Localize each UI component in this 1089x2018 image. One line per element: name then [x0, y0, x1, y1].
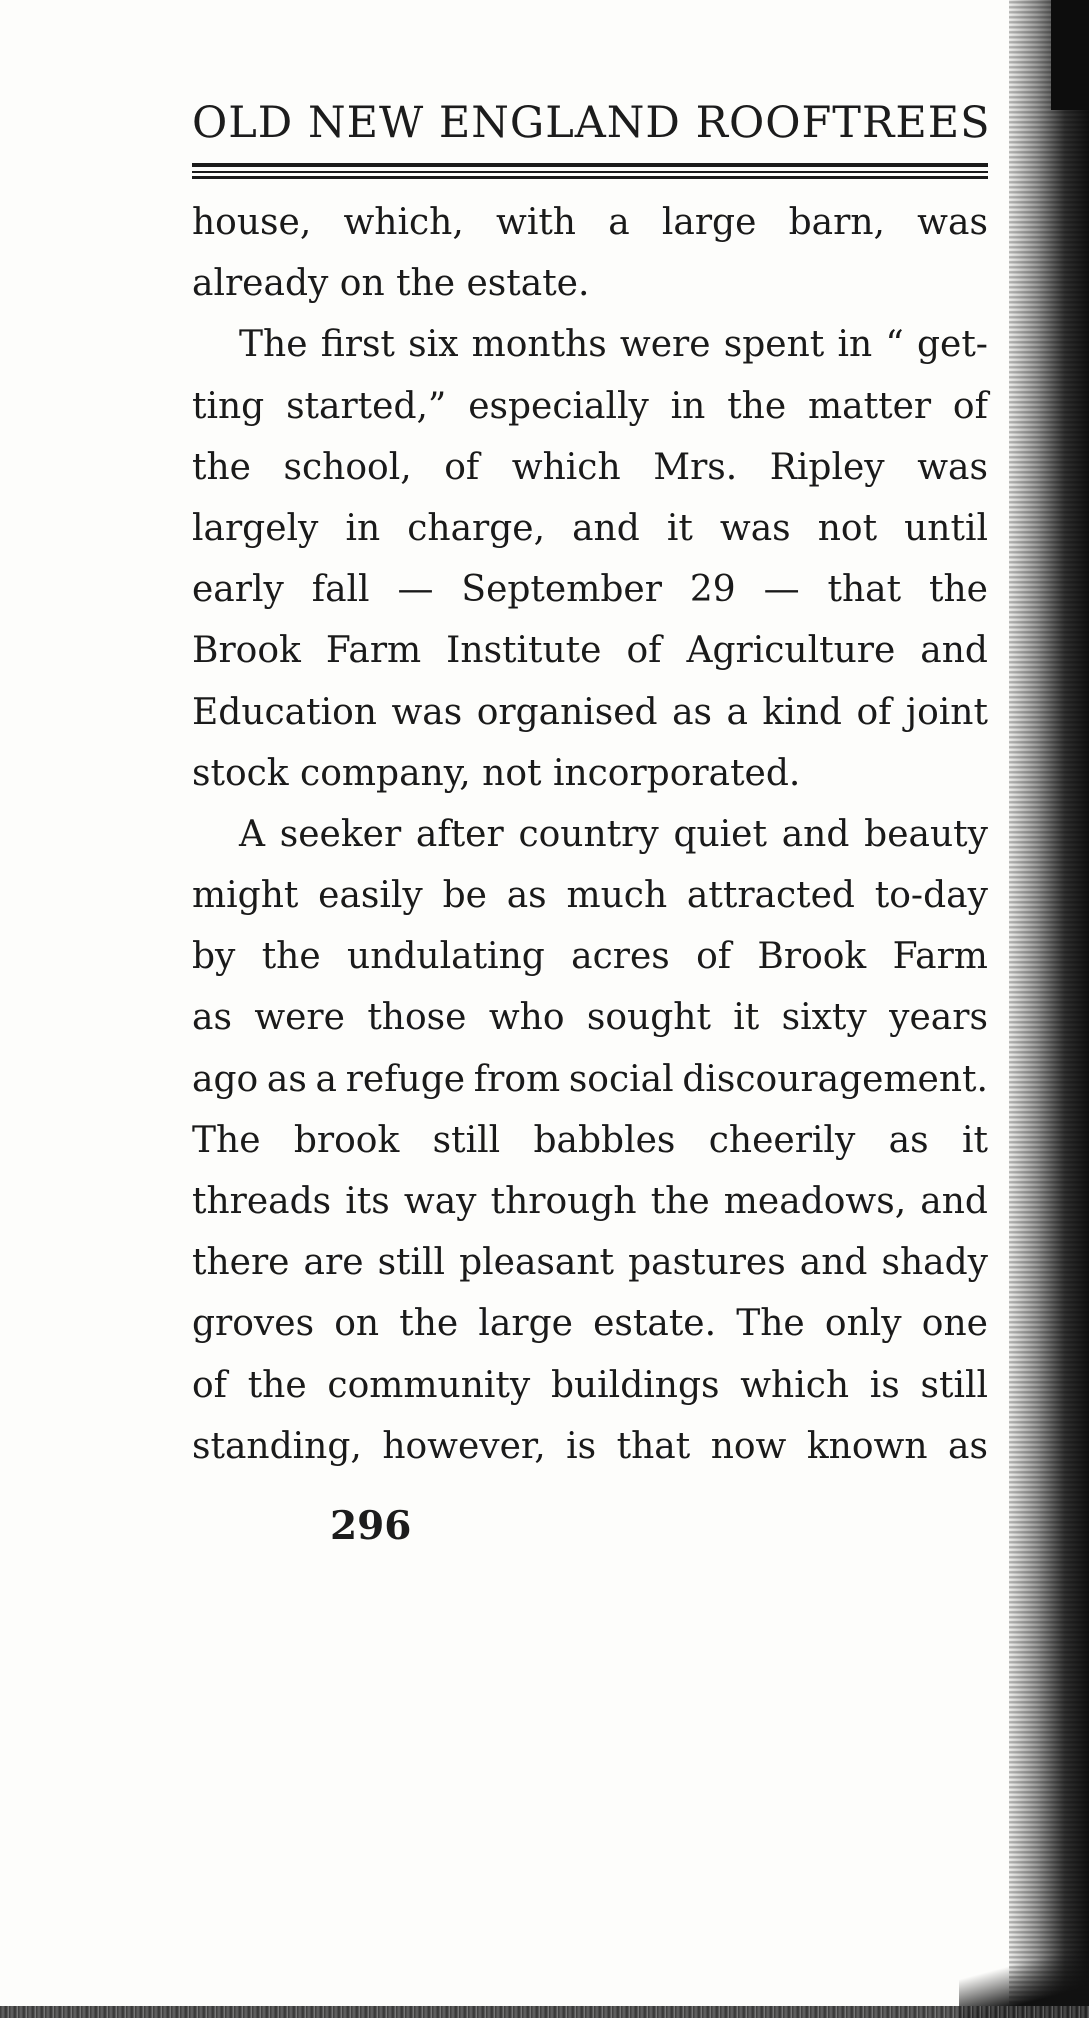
word: was	[719, 507, 791, 549]
word: of	[192, 1364, 227, 1406]
word: much	[566, 875, 668, 917]
word: however,	[382, 1425, 546, 1467]
word: on	[334, 1303, 380, 1345]
word: estate.	[593, 1303, 717, 1345]
word: now	[710, 1425, 787, 1467]
word: house,	[192, 202, 312, 243]
word: to-day	[874, 875, 988, 917]
word: acres	[571, 936, 670, 978]
word: attracted	[686, 875, 855, 917]
word: on	[339, 263, 397, 305]
running-header: OLD NEW ENGLAND ROOFTREES	[192, 98, 991, 148]
word: country	[518, 813, 659, 855]
word: was	[917, 446, 988, 488]
word: Agriculture	[686, 630, 896, 672]
word: it	[961, 1119, 988, 1161]
word: fall	[311, 569, 370, 611]
word: as	[192, 997, 232, 1039]
word: undulating	[347, 936, 545, 978]
word: The	[239, 324, 308, 366]
word: seeker	[279, 813, 402, 855]
word: and	[572, 507, 640, 549]
word: way	[403, 1181, 477, 1222]
text-line	[192, 804, 988, 865]
word: September	[461, 569, 662, 611]
text-line	[192, 253, 988, 314]
word: one	[921, 1303, 988, 1345]
word: not	[817, 507, 878, 549]
word: as	[506, 875, 547, 917]
word: might	[192, 875, 299, 917]
word: charge,	[407, 507, 546, 549]
text-line	[192, 1110, 988, 1171]
word: and	[920, 630, 988, 672]
text-line	[192, 682, 988, 743]
word: barn,	[788, 202, 885, 243]
word: as	[266, 1058, 307, 1100]
word: Farm	[892, 936, 988, 978]
page-number: 296	[330, 1503, 412, 1549]
word: especially	[468, 385, 649, 427]
word: —	[763, 569, 800, 611]
word: first	[320, 324, 395, 366]
word: as	[888, 1119, 929, 1161]
word: until	[904, 507, 988, 549]
word: brook	[293, 1119, 400, 1161]
word: of	[856, 691, 892, 733]
word: a	[726, 691, 748, 733]
word: after	[415, 813, 504, 855]
word: company,	[300, 752, 483, 794]
word: beauty	[864, 813, 988, 855]
word: a	[608, 202, 630, 243]
word: as	[948, 1425, 988, 1467]
word: pleasant	[459, 1242, 615, 1284]
word: it	[666, 507, 693, 549]
word: ago	[192, 1058, 259, 1100]
word: that	[616, 1425, 691, 1467]
word: there	[192, 1242, 290, 1284]
word: of	[696, 936, 732, 978]
word: months	[471, 324, 607, 366]
word: babbles	[533, 1119, 676, 1161]
word: still	[920, 1364, 988, 1406]
word: —	[397, 569, 434, 611]
word: joint	[905, 691, 988, 733]
word: The	[736, 1303, 805, 1345]
word: and	[920, 1181, 988, 1222]
word: quiet	[673, 813, 767, 855]
word: buildings	[550, 1364, 720, 1406]
word: Mrs.	[653, 446, 738, 488]
word: groves	[192, 1303, 315, 1345]
word: pastures	[628, 1242, 786, 1284]
word: refuge	[345, 1058, 466, 1100]
text-line	[192, 376, 988, 437]
word: the	[247, 1364, 307, 1406]
word: was	[917, 202, 988, 243]
word: were	[254, 997, 345, 1039]
text-line	[192, 498, 988, 559]
word: through	[490, 1181, 637, 1222]
word: a	[315, 1058, 337, 1100]
word: cheerily	[708, 1119, 856, 1161]
word: “	[885, 324, 904, 366]
word: only	[824, 1303, 902, 1345]
word: school,	[283, 446, 412, 488]
word: of	[444, 446, 480, 488]
word: the	[396, 263, 467, 305]
word: Brook	[757, 936, 867, 978]
word: is	[869, 1364, 900, 1406]
word: years	[889, 997, 988, 1039]
word: shady	[881, 1242, 988, 1284]
word: by	[192, 936, 236, 978]
word: Brook	[192, 630, 301, 672]
word: and	[781, 813, 850, 855]
word: Institute	[446, 630, 602, 672]
word: threads	[192, 1181, 332, 1222]
scan-bottom-edge	[0, 2006, 1089, 2018]
word: who	[488, 997, 565, 1039]
word: in	[837, 324, 873, 366]
word: not	[482, 752, 553, 794]
word: get-	[916, 324, 988, 366]
word: which,	[343, 202, 464, 243]
word: large	[478, 1303, 573, 1345]
text-line	[192, 1049, 988, 1110]
word: organised	[476, 691, 658, 733]
word: The	[192, 1119, 261, 1161]
word: early	[192, 569, 284, 611]
word: Ripley	[769, 446, 885, 488]
word: discouragement.	[682, 1058, 988, 1100]
word: in	[670, 385, 706, 427]
word: ting	[192, 385, 265, 427]
scan-edge-top-shadow	[1051, 0, 1089, 110]
text-line	[192, 1293, 988, 1354]
word: the	[192, 446, 251, 488]
word: Education	[192, 691, 377, 733]
word: stock	[192, 752, 301, 794]
word: social	[568, 1058, 674, 1100]
word: it	[733, 997, 760, 1039]
text-line	[192, 865, 988, 926]
text-line	[192, 1416, 988, 1477]
header-rule-bottom	[192, 176, 988, 179]
word: the	[650, 1181, 710, 1222]
word: estate.	[466, 263, 590, 305]
text-line	[192, 559, 988, 620]
word: largely	[192, 507, 319, 549]
word: community	[327, 1364, 531, 1406]
text-line	[192, 620, 988, 681]
word: which	[511, 446, 621, 488]
word: was	[391, 691, 463, 733]
word: of	[626, 630, 662, 672]
word: from	[473, 1058, 561, 1100]
header-rule-top	[192, 163, 988, 167]
word: A	[239, 813, 265, 855]
word: is	[566, 1425, 597, 1467]
text-line	[192, 1355, 988, 1416]
word: standing,	[192, 1425, 362, 1467]
word: still	[432, 1119, 501, 1161]
word: with	[496, 202, 576, 243]
text-line	[192, 314, 988, 375]
word: started,”	[286, 385, 447, 427]
word: the	[727, 385, 787, 427]
text-line	[192, 743, 988, 804]
word: Farm	[325, 630, 422, 672]
word: sought	[586, 997, 711, 1039]
text-line	[192, 437, 988, 498]
word: in	[345, 507, 381, 549]
text-line	[192, 1171, 988, 1232]
word: were	[619, 324, 711, 366]
word: spent	[723, 324, 825, 366]
word: are	[303, 1242, 364, 1284]
text-line	[192, 192, 988, 253]
body-text	[192, 192, 988, 1477]
word: of	[952, 385, 988, 427]
word: that	[827, 569, 902, 611]
word: known	[806, 1425, 928, 1467]
word: those	[367, 997, 467, 1039]
word: as	[672, 691, 713, 733]
word: and	[799, 1242, 868, 1284]
text-line	[192, 926, 988, 987]
word: easily	[318, 875, 423, 917]
word: sixty	[781, 997, 867, 1039]
word: still	[377, 1242, 446, 1284]
word: the	[399, 1303, 459, 1345]
word: large	[661, 202, 757, 243]
word: 29	[689, 569, 736, 611]
word: meadows,	[723, 1181, 907, 1222]
word: the	[261, 936, 321, 978]
word: incorporated.	[552, 752, 801, 794]
word: be	[442, 875, 487, 917]
word: the	[929, 569, 988, 611]
word: already	[192, 263, 340, 305]
text-line	[192, 987, 988, 1048]
text-line	[192, 1232, 988, 1293]
word: which	[740, 1364, 850, 1406]
header-rule-middle	[192, 171, 988, 173]
word: its	[345, 1181, 390, 1222]
word: kind	[762, 691, 842, 733]
scan-binding-edge	[1009, 0, 1089, 2018]
word: six	[408, 324, 459, 366]
word: matter	[808, 385, 932, 427]
